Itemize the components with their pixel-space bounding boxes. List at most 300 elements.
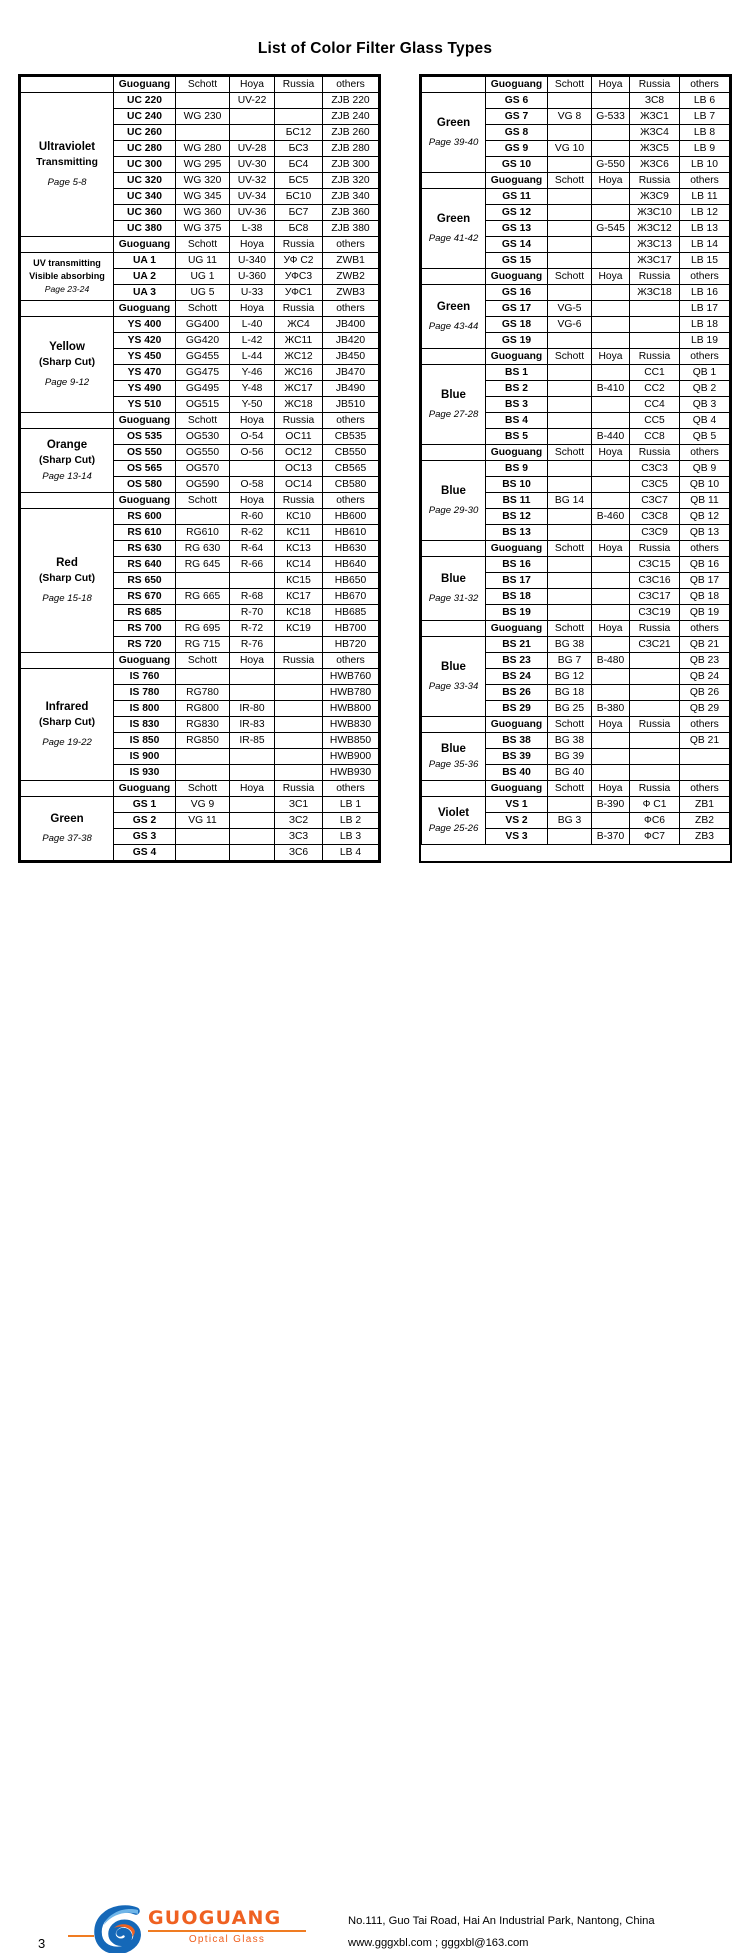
equivalent-cell-hoya: O-54 bbox=[230, 429, 275, 445]
equivalent-cell-others: QB 13 bbox=[680, 525, 730, 541]
category-page-reference: Page 31-32 bbox=[428, 593, 479, 605]
equivalent-cell-others: HWB850 bbox=[323, 733, 379, 749]
equivalent-cell-russia bbox=[630, 653, 680, 669]
equivalent-cell-russia: БС12 bbox=[275, 125, 323, 141]
equivalent-cell-schott bbox=[548, 829, 592, 845]
column-header-others: others bbox=[323, 77, 379, 93]
equivalent-cell-schott bbox=[548, 461, 592, 477]
equivalent-cell-hoya: R-76 bbox=[230, 637, 275, 653]
column-header-russia: Russia bbox=[630, 781, 680, 797]
column-header-hoya: Hoya bbox=[592, 173, 630, 189]
equivalent-cell-hoya bbox=[230, 685, 275, 701]
column-header-guoguang: Guoguang bbox=[486, 173, 548, 189]
glass-code-cell: BS 21 bbox=[486, 637, 548, 653]
glass-code-cell: RS 670 bbox=[114, 589, 176, 605]
equivalent-cell-hoya bbox=[592, 733, 630, 749]
header-spacer-cell bbox=[21, 77, 114, 93]
column-header-hoya: Hoya bbox=[592, 349, 630, 365]
equivalent-cell-schott bbox=[548, 125, 592, 141]
glass-code-cell: YS 450 bbox=[114, 349, 176, 365]
glass-code-cell: BS 13 bbox=[486, 525, 548, 541]
table-row bbox=[422, 93, 730, 109]
column-header-hoya: Hoya bbox=[592, 781, 630, 797]
equivalent-cell-schott bbox=[548, 205, 592, 221]
equivalent-cell-others: QB 5 bbox=[680, 429, 730, 445]
header-spacer-cell bbox=[422, 541, 486, 557]
glass-code-cell: VS 3 bbox=[486, 829, 548, 845]
equivalent-cell-others: JB490 bbox=[323, 381, 379, 397]
equivalent-cell-schott: RG 630 bbox=[176, 541, 230, 557]
equivalent-cell-others: ZB1 bbox=[680, 797, 730, 813]
category-label-line: Blue bbox=[441, 660, 466, 673]
category-label-line: Green bbox=[436, 300, 471, 313]
equivalent-cell-hoya: R-72 bbox=[230, 621, 275, 637]
equivalent-cell-hoya: O-56 bbox=[230, 445, 275, 461]
column-header-russia: Russia bbox=[275, 301, 323, 317]
category-cell bbox=[422, 557, 486, 621]
equivalent-cell-hoya bbox=[592, 253, 630, 269]
equivalent-cell-russia: СС1 bbox=[630, 365, 680, 381]
equivalent-cell-schott: OG570 bbox=[176, 461, 230, 477]
column-header-others: others bbox=[680, 781, 730, 797]
equivalent-cell-schott bbox=[548, 93, 592, 109]
equivalent-cell-schott: RG610 bbox=[176, 525, 230, 541]
equivalent-cell-hoya: B-480 bbox=[592, 653, 630, 669]
equivalent-cell-schott: RG 715 bbox=[176, 637, 230, 653]
header-spacer-cell bbox=[422, 717, 486, 733]
equivalent-cell-hoya bbox=[592, 765, 630, 781]
category-label-line: Orange bbox=[46, 439, 88, 452]
equivalent-cell-schott bbox=[548, 797, 592, 813]
equivalent-cell-russia: ЗС6 bbox=[275, 845, 323, 861]
equivalent-cell-others: CB535 bbox=[323, 429, 379, 445]
equivalent-cell-hoya: R-62 bbox=[230, 525, 275, 541]
category-page-reference: Page 27-28 bbox=[428, 409, 479, 421]
equivalent-cell-others: JB400 bbox=[323, 317, 379, 333]
glass-code-cell: RS 610 bbox=[114, 525, 176, 541]
equivalent-cell-schott bbox=[176, 765, 230, 781]
equivalent-cell-russia: СЗС16 bbox=[630, 573, 680, 589]
glass-code-cell: BS 23 bbox=[486, 653, 548, 669]
glass-code-cell: GS 16 bbox=[486, 285, 548, 301]
equivalent-cell-russia bbox=[275, 717, 323, 733]
glass-code-cell: BS 11 bbox=[486, 493, 548, 509]
equivalent-cell-hoya bbox=[592, 685, 630, 701]
equivalent-cell-others: HWB930 bbox=[323, 765, 379, 781]
equivalent-cell-russia: СЗС3 bbox=[630, 461, 680, 477]
category-page-reference: Page 35-36 bbox=[428, 759, 479, 771]
equivalent-cell-schott: VG 10 bbox=[548, 141, 592, 157]
glass-code-cell: GS 1 bbox=[114, 797, 176, 813]
equivalent-cell-hoya bbox=[592, 365, 630, 381]
column-header-hoya: Hoya bbox=[592, 717, 630, 733]
glass-code-cell: GS 11 bbox=[486, 189, 548, 205]
equivalent-cell-russia: ЖЗС13 bbox=[630, 237, 680, 253]
equivalent-cell-russia bbox=[630, 301, 680, 317]
equivalent-cell-schott: BG 40 bbox=[548, 765, 592, 781]
category-label-line: Green bbox=[50, 812, 84, 825]
category-cell bbox=[21, 93, 114, 237]
equivalent-cell-schott: WG 320 bbox=[176, 173, 230, 189]
equivalent-cell-hoya bbox=[592, 317, 630, 333]
category-label-line: Green bbox=[436, 212, 471, 225]
column-header-row bbox=[422, 621, 730, 637]
equivalent-cell-hoya bbox=[230, 461, 275, 477]
equivalent-cell-russia: КС11 bbox=[275, 525, 323, 541]
equivalent-cell-others: QB 3 bbox=[680, 397, 730, 413]
equivalent-cell-hoya: Y-48 bbox=[230, 381, 275, 397]
column-header-guoguang: Guoguang bbox=[486, 445, 548, 461]
equivalent-cell-schott: BG 25 bbox=[548, 701, 592, 717]
column-header-row bbox=[422, 269, 730, 285]
equivalent-cell-others: LB 9 bbox=[680, 141, 730, 157]
header-spacer-cell bbox=[422, 173, 486, 189]
column-header-guoguang: Guoguang bbox=[486, 621, 548, 637]
column-header-row bbox=[422, 173, 730, 189]
equivalent-cell-hoya bbox=[230, 797, 275, 813]
equivalent-cell-russia bbox=[275, 701, 323, 717]
equivalent-cell-others: QB 24 bbox=[680, 669, 730, 685]
tables-container bbox=[0, 74, 750, 863]
equivalent-cell-russia: СС4 bbox=[630, 397, 680, 413]
equivalent-cell-hoya: G-545 bbox=[592, 221, 630, 237]
equivalent-cell-russia: ЖЗС9 bbox=[630, 189, 680, 205]
column-header-row bbox=[21, 781, 379, 797]
equivalent-cell-schott bbox=[176, 829, 230, 845]
equivalent-cell-russia bbox=[275, 93, 323, 109]
equivalent-cell-russia: УФ С2 bbox=[275, 253, 323, 269]
equivalent-cell-schott: RG 665 bbox=[176, 589, 230, 605]
equivalent-cell-hoya bbox=[230, 845, 275, 861]
equivalent-cell-others: LB 14 bbox=[680, 237, 730, 253]
equivalent-cell-hoya: UV-22 bbox=[230, 93, 275, 109]
column-header-guoguang: Guoguang bbox=[486, 781, 548, 797]
glass-code-cell: UC 240 bbox=[114, 109, 176, 125]
category-label-line: Infrared bbox=[45, 701, 89, 714]
equivalent-cell-hoya: R-68 bbox=[230, 589, 275, 605]
category-page-reference: Page 5-8 bbox=[47, 176, 87, 188]
column-header-row bbox=[21, 77, 379, 93]
equivalent-cell-schott bbox=[176, 509, 230, 525]
category-cell bbox=[21, 669, 114, 781]
equivalent-cell-others: LB 10 bbox=[680, 157, 730, 173]
equivalent-cell-schott bbox=[548, 589, 592, 605]
equivalent-cell-russia bbox=[630, 749, 680, 765]
column-header-others: others bbox=[323, 301, 379, 317]
equivalent-cell-hoya: R-70 bbox=[230, 605, 275, 621]
equivalent-cell-others: HB720 bbox=[323, 637, 379, 653]
equivalent-cell-russia bbox=[275, 685, 323, 701]
category-label-line: Red bbox=[56, 557, 78, 570]
equivalent-cell-russia: КС19 bbox=[275, 621, 323, 637]
glass-code-cell: UC 220 bbox=[114, 93, 176, 109]
equivalent-cell-russia: ЖС4 bbox=[275, 317, 323, 333]
equivalent-cell-hoya bbox=[592, 589, 630, 605]
equivalent-cell-hoya bbox=[592, 189, 630, 205]
equivalent-cell-russia: ОС14 bbox=[275, 477, 323, 493]
category-page-reference: Page 15-18 bbox=[42, 592, 92, 604]
equivalent-cell-schott bbox=[548, 189, 592, 205]
column-header-russia: Russia bbox=[630, 717, 680, 733]
column-header-others: others bbox=[680, 77, 730, 93]
page-number: 3 bbox=[38, 1936, 46, 1951]
equivalent-cell-hoya: UV-36 bbox=[230, 205, 275, 221]
category-label-line: Yellow bbox=[49, 341, 85, 354]
equivalent-cell-others: QB 19 bbox=[680, 605, 730, 621]
equivalent-cell-hoya bbox=[592, 333, 630, 349]
glass-code-cell: GS 7 bbox=[486, 109, 548, 125]
equivalent-cell-others: HB610 bbox=[323, 525, 379, 541]
glass-code-cell: IS 900 bbox=[114, 749, 176, 765]
equivalent-cell-schott bbox=[548, 605, 592, 621]
category-page-reference: Page 25-26 bbox=[428, 823, 479, 835]
column-header-russia: Russia bbox=[630, 621, 680, 637]
equivalent-cell-others: ZWB1 bbox=[323, 253, 379, 269]
equivalent-cell-others: ZWB2 bbox=[323, 269, 379, 285]
category-cell bbox=[422, 461, 486, 541]
column-header-guoguang: Guoguang bbox=[114, 77, 176, 93]
glass-code-cell: BS 1 bbox=[486, 365, 548, 381]
column-header-row bbox=[21, 413, 379, 429]
column-header-row bbox=[422, 349, 730, 365]
equivalent-cell-others: JB510 bbox=[323, 397, 379, 413]
glass-code-cell: GS 14 bbox=[486, 237, 548, 253]
logo-divider-rule bbox=[148, 1930, 306, 1932]
column-header-schott: Schott bbox=[548, 621, 592, 637]
equivalent-cell-hoya bbox=[592, 637, 630, 653]
column-header-guoguang: Guoguang bbox=[114, 653, 176, 669]
equivalent-cell-russia: УФС1 bbox=[275, 285, 323, 301]
column-header-row bbox=[422, 77, 730, 93]
column-header-schott: Schott bbox=[548, 77, 592, 93]
equivalent-cell-hoya bbox=[592, 397, 630, 413]
equivalent-cell-russia: ЖС17 bbox=[275, 381, 323, 397]
filter-glass-table-left bbox=[20, 76, 379, 861]
header-spacer-cell bbox=[422, 445, 486, 461]
equivalent-cell-others: HB685 bbox=[323, 605, 379, 621]
equivalent-cell-hoya bbox=[230, 749, 275, 765]
category-cell bbox=[422, 189, 486, 269]
equivalent-cell-schott bbox=[176, 93, 230, 109]
equivalent-cell-schott: WG 230 bbox=[176, 109, 230, 125]
equivalent-cell-russia: ЗС8 bbox=[630, 93, 680, 109]
equivalent-cell-schott: VG-5 bbox=[548, 301, 592, 317]
equivalent-cell-hoya: U-360 bbox=[230, 269, 275, 285]
equivalent-cell-russia: БС8 bbox=[275, 221, 323, 237]
column-header-russia: Russia bbox=[275, 653, 323, 669]
equivalent-cell-russia: СЗС17 bbox=[630, 589, 680, 605]
glass-code-cell: VS 1 bbox=[486, 797, 548, 813]
equivalent-cell-russia: СС8 bbox=[630, 429, 680, 445]
glass-code-cell: RS 600 bbox=[114, 509, 176, 525]
equivalent-cell-russia: ЖС11 bbox=[275, 333, 323, 349]
equivalent-cell-schott bbox=[548, 429, 592, 445]
equivalent-cell-hoya: B-410 bbox=[592, 381, 630, 397]
equivalent-cell-others: HB700 bbox=[323, 621, 379, 637]
column-header-russia: Russia bbox=[630, 269, 680, 285]
equivalent-cell-hoya bbox=[230, 669, 275, 685]
equivalent-cell-hoya: G-533 bbox=[592, 109, 630, 125]
equivalent-cell-schott bbox=[176, 573, 230, 589]
table-row bbox=[21, 253, 379, 269]
equivalent-cell-hoya bbox=[592, 525, 630, 541]
equivalent-cell-hoya bbox=[592, 557, 630, 573]
equivalent-cell-russia: БС10 bbox=[275, 189, 323, 205]
equivalent-cell-others: HWB780 bbox=[323, 685, 379, 701]
equivalent-cell-russia bbox=[630, 685, 680, 701]
equivalent-cell-others: ZJB 220 bbox=[323, 93, 379, 109]
equivalent-cell-others: LB 15 bbox=[680, 253, 730, 269]
category-page-reference: Page 13-14 bbox=[42, 470, 92, 482]
column-header-russia: Russia bbox=[630, 77, 680, 93]
equivalent-cell-schott: BG 39 bbox=[548, 749, 592, 765]
equivalent-cell-russia: СЗС8 bbox=[630, 509, 680, 525]
glass-code-cell: BS 9 bbox=[486, 461, 548, 477]
equivalent-cell-hoya: U-33 bbox=[230, 285, 275, 301]
equivalent-cell-others: ZB3 bbox=[680, 829, 730, 845]
glass-code-cell: YS 510 bbox=[114, 397, 176, 413]
column-header-row bbox=[21, 237, 379, 253]
column-header-others: others bbox=[323, 413, 379, 429]
header-spacer-cell bbox=[21, 301, 114, 317]
equivalent-cell-schott: VG-6 bbox=[548, 317, 592, 333]
equivalent-cell-russia: СС2 bbox=[630, 381, 680, 397]
equivalent-cell-hoya bbox=[592, 237, 630, 253]
equivalent-cell-hoya: Y-46 bbox=[230, 365, 275, 381]
equivalent-cell-others: ZWB3 bbox=[323, 285, 379, 301]
equivalent-cell-russia bbox=[275, 765, 323, 781]
equivalent-cell-hoya: G-550 bbox=[592, 157, 630, 173]
equivalent-cell-others: LB 3 bbox=[323, 829, 379, 845]
glass-code-cell: OS 535 bbox=[114, 429, 176, 445]
column-header-schott: Schott bbox=[176, 301, 230, 317]
category-page-reference: Page 39-40 bbox=[428, 137, 479, 149]
header-spacer-cell bbox=[422, 349, 486, 365]
table-row bbox=[21, 509, 379, 525]
equivalent-cell-hoya bbox=[230, 813, 275, 829]
glass-code-cell: UC 300 bbox=[114, 157, 176, 173]
table-row bbox=[21, 797, 379, 813]
equivalent-cell-hoya: UV-32 bbox=[230, 173, 275, 189]
equivalent-cell-others: LB 7 bbox=[680, 109, 730, 125]
category-cell bbox=[422, 733, 486, 781]
category-label-line: Blue bbox=[441, 742, 466, 755]
glass-code-cell: BS 39 bbox=[486, 749, 548, 765]
equivalent-cell-schott bbox=[548, 253, 592, 269]
equivalent-cell-hoya bbox=[230, 109, 275, 125]
table-row bbox=[21, 429, 379, 445]
column-header-schott: Schott bbox=[548, 349, 592, 365]
column-header-others: others bbox=[680, 717, 730, 733]
equivalent-cell-schott: WG 375 bbox=[176, 221, 230, 237]
equivalent-cell-schott: RG 695 bbox=[176, 621, 230, 637]
table-row bbox=[422, 365, 730, 381]
equivalent-cell-schott: BG 18 bbox=[548, 685, 592, 701]
column-header-others: others bbox=[323, 237, 379, 253]
equivalent-cell-schott: BG 12 bbox=[548, 669, 592, 685]
equivalent-cell-schott bbox=[548, 333, 592, 349]
column-header-others: others bbox=[323, 653, 379, 669]
glass-code-cell: BS 38 bbox=[486, 733, 548, 749]
table-row bbox=[422, 797, 730, 813]
column-header-russia: Russia bbox=[630, 445, 680, 461]
equivalent-cell-russia: КС18 bbox=[275, 605, 323, 621]
glass-code-cell: BS 26 bbox=[486, 685, 548, 701]
glass-code-cell: BS 5 bbox=[486, 429, 548, 445]
company-web-email: www.gggxbl.com ; gggxbl@163.com bbox=[348, 1937, 529, 1949]
table-row bbox=[422, 557, 730, 573]
equivalent-cell-schott: RG850 bbox=[176, 733, 230, 749]
equivalent-cell-russia bbox=[630, 317, 680, 333]
equivalent-cell-schott: BG 3 bbox=[548, 813, 592, 829]
equivalent-cell-others: HB630 bbox=[323, 541, 379, 557]
equivalent-cell-russia: БС3 bbox=[275, 141, 323, 157]
equivalent-cell-hoya bbox=[592, 93, 630, 109]
glass-code-cell: BS 29 bbox=[486, 701, 548, 717]
column-header-hoya: Hoya bbox=[230, 413, 275, 429]
category-label-line: (Sharp Cut) bbox=[38, 356, 96, 368]
equivalent-cell-russia: ЖС16 bbox=[275, 365, 323, 381]
glass-code-cell: UC 360 bbox=[114, 205, 176, 221]
equivalent-cell-hoya: B-390 bbox=[592, 797, 630, 813]
column-header-schott: Schott bbox=[176, 413, 230, 429]
equivalent-cell-hoya: R-64 bbox=[230, 541, 275, 557]
equivalent-cell-hoya: B-370 bbox=[592, 829, 630, 845]
equivalent-cell-hoya bbox=[230, 573, 275, 589]
column-header-guoguang: Guoguang bbox=[114, 781, 176, 797]
glass-code-cell: BS 24 bbox=[486, 669, 548, 685]
column-header-hoya: Hoya bbox=[592, 541, 630, 557]
equivalent-cell-hoya bbox=[592, 413, 630, 429]
glass-code-cell: UC 380 bbox=[114, 221, 176, 237]
glass-code-cell: YS 420 bbox=[114, 333, 176, 349]
glass-code-cell: GS 17 bbox=[486, 301, 548, 317]
equivalent-cell-others: QB 4 bbox=[680, 413, 730, 429]
glass-code-cell: UA 1 bbox=[114, 253, 176, 269]
equivalent-cell-russia: ОС13 bbox=[275, 461, 323, 477]
equivalent-cell-others: LB 17 bbox=[680, 301, 730, 317]
equivalent-cell-others: ZJB 340 bbox=[323, 189, 379, 205]
column-header-hoya: Hoya bbox=[230, 77, 275, 93]
column-header-schott: Schott bbox=[176, 493, 230, 509]
glass-code-cell: IS 780 bbox=[114, 685, 176, 701]
table-row bbox=[422, 733, 730, 749]
equivalent-cell-russia: УФС3 bbox=[275, 269, 323, 285]
equivalent-cell-russia: Ф С1 bbox=[630, 797, 680, 813]
category-label-line: Green bbox=[436, 116, 471, 129]
category-cell bbox=[21, 317, 114, 413]
equivalent-cell-hoya bbox=[592, 125, 630, 141]
equivalent-cell-others: QB 21 bbox=[680, 637, 730, 653]
equivalent-cell-others: LB 12 bbox=[680, 205, 730, 221]
table-row bbox=[422, 285, 730, 301]
table-row bbox=[21, 669, 379, 685]
equivalent-cell-russia bbox=[630, 733, 680, 749]
equivalent-cell-others: LB 18 bbox=[680, 317, 730, 333]
category-page-reference: Page 23-24 bbox=[44, 284, 90, 295]
left-table-frame bbox=[18, 74, 381, 863]
column-header-schott: Schott bbox=[548, 269, 592, 285]
glass-code-cell: UA 2 bbox=[114, 269, 176, 285]
equivalent-cell-others: LB 2 bbox=[323, 813, 379, 829]
category-page-reference: Page 9-12 bbox=[44, 376, 90, 388]
equivalent-cell-schott bbox=[548, 509, 592, 525]
glass-code-cell: YS 470 bbox=[114, 365, 176, 381]
column-header-russia: Russia bbox=[275, 493, 323, 509]
equivalent-cell-hoya: O-58 bbox=[230, 477, 275, 493]
equivalent-cell-hoya bbox=[592, 477, 630, 493]
equivalent-cell-others: CB550 bbox=[323, 445, 379, 461]
